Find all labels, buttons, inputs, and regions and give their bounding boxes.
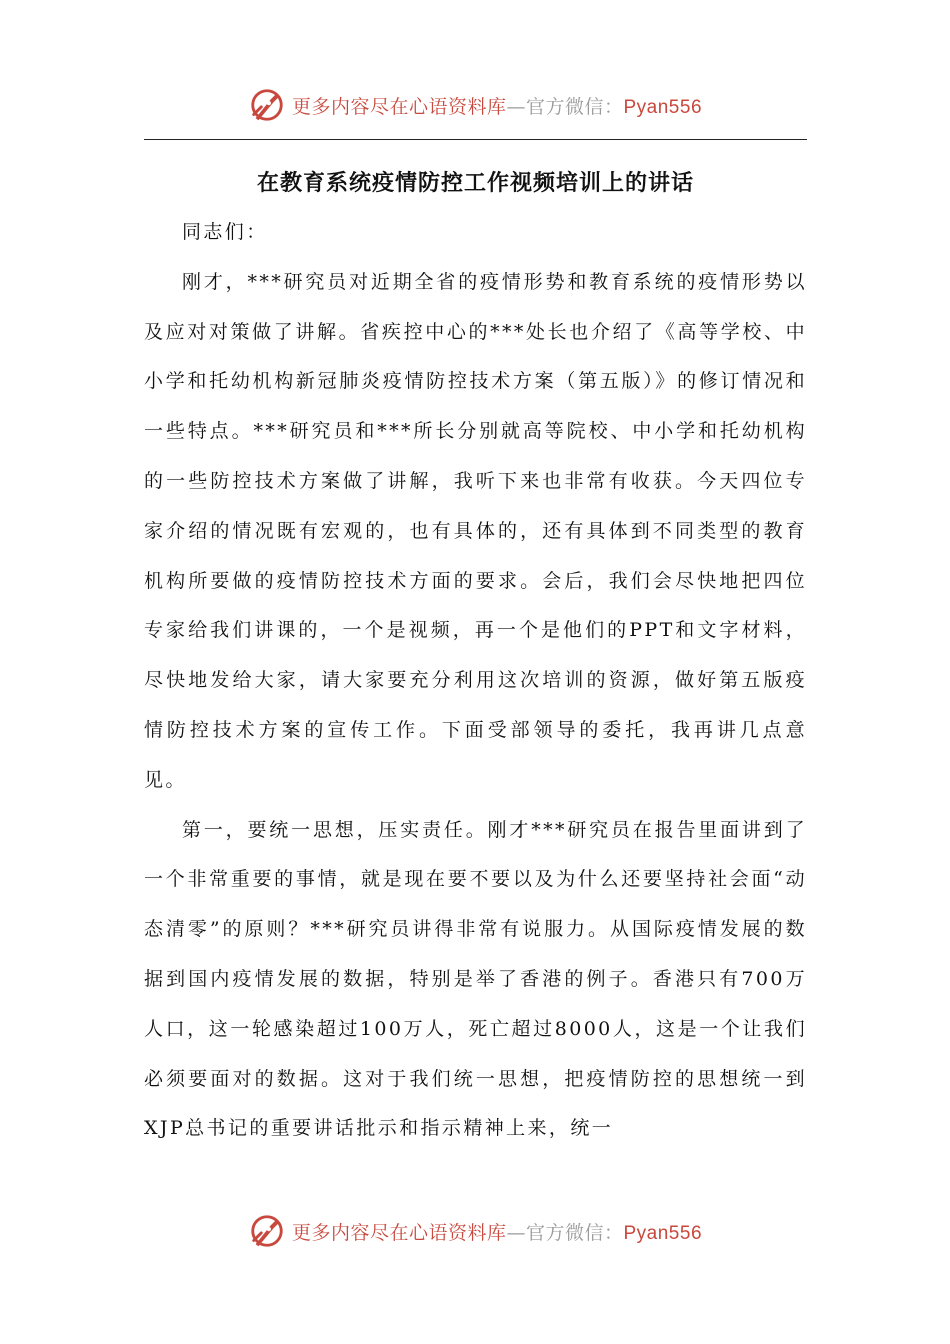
- document-body: [144, 208, 807, 1154]
- document-title: 在教育系统疫情防控工作视频培训上的讲话: [256, 170, 694, 196]
- salutation: 同志们：: [182, 221, 268, 243]
- official-wechat-label: 官方微信：: [525, 95, 624, 118]
- footer-watermark-content: [248, 1212, 702, 1250]
- pen-nib-logo-icon: [248, 86, 286, 124]
- banner-dash: —: [506, 95, 526, 118]
- header-divider: [144, 139, 807, 140]
- wechat-id: Pyan556: [623, 96, 703, 118]
- banner-dash: —: [506, 1221, 526, 1244]
- body-paragraph: 刚才，***研究员对近期全省的疫情形势和教育系统的疫情形势以及应对对策做了讲解。省疾控中心的***处长也介绍了《高等学校、中小学和托幼机构新冠肺炎疫情防控技术方案（第五版）》的修订情况和一些特点。***研究员和***所长分别就高等院校、中小学和托幼机构的一些防控技术方案做了讲解，我听下来也非常有收获。今天四位专家介绍的情况既有宏观的，也有具体的，还有具体到不同类型的教育机构所要做的疫情防控技术方面的要求。会后，我们会尽快地把四位专家给我们讲课的，一个是视频，再一个是他们的PPT和文字材料，尽快地发给大家，请大家要充分利用这次培训的资源，做好第五版疫情防控技术方案的宣传工作。下面受部领导的委托，我再讲几点意见。: [144, 270, 807, 791]
- brand-text: 更多内容尽在心语资料库: [291, 1221, 507, 1244]
- body-paragraph: 第一，要统一思想，压实责任。刚才***研究员在报告里面讲到了一个非常重要的事情，就是现在要不要以及为什么还要坚持社会面“动态清零”的原则？***研究员讲得非常有说服力。从国际疫情发展的数据到国内疫情发展的数据，特别是举了香港的例子。香港只有700万人口，这一轮感染超过100万人，死亡超过8000人，这是一个让我们必须要面对的数据。这对于我们统一思想，把疫情防控的思想统一到XJP总书记的重要讲话批示和指示精神上来，统一: [144, 818, 807, 1140]
- official-wechat-label: 官方微信：: [525, 1221, 624, 1244]
- pen-nib-logo-icon: [248, 1212, 286, 1250]
- footer-watermark: [0, 1206, 950, 1256]
- header-watermark: [0, 80, 950, 130]
- header-watermark-content: [248, 86, 702, 124]
- brand-text: 更多内容尽在心语资料库: [291, 95, 507, 118]
- wechat-id: Pyan556: [623, 1222, 703, 1244]
